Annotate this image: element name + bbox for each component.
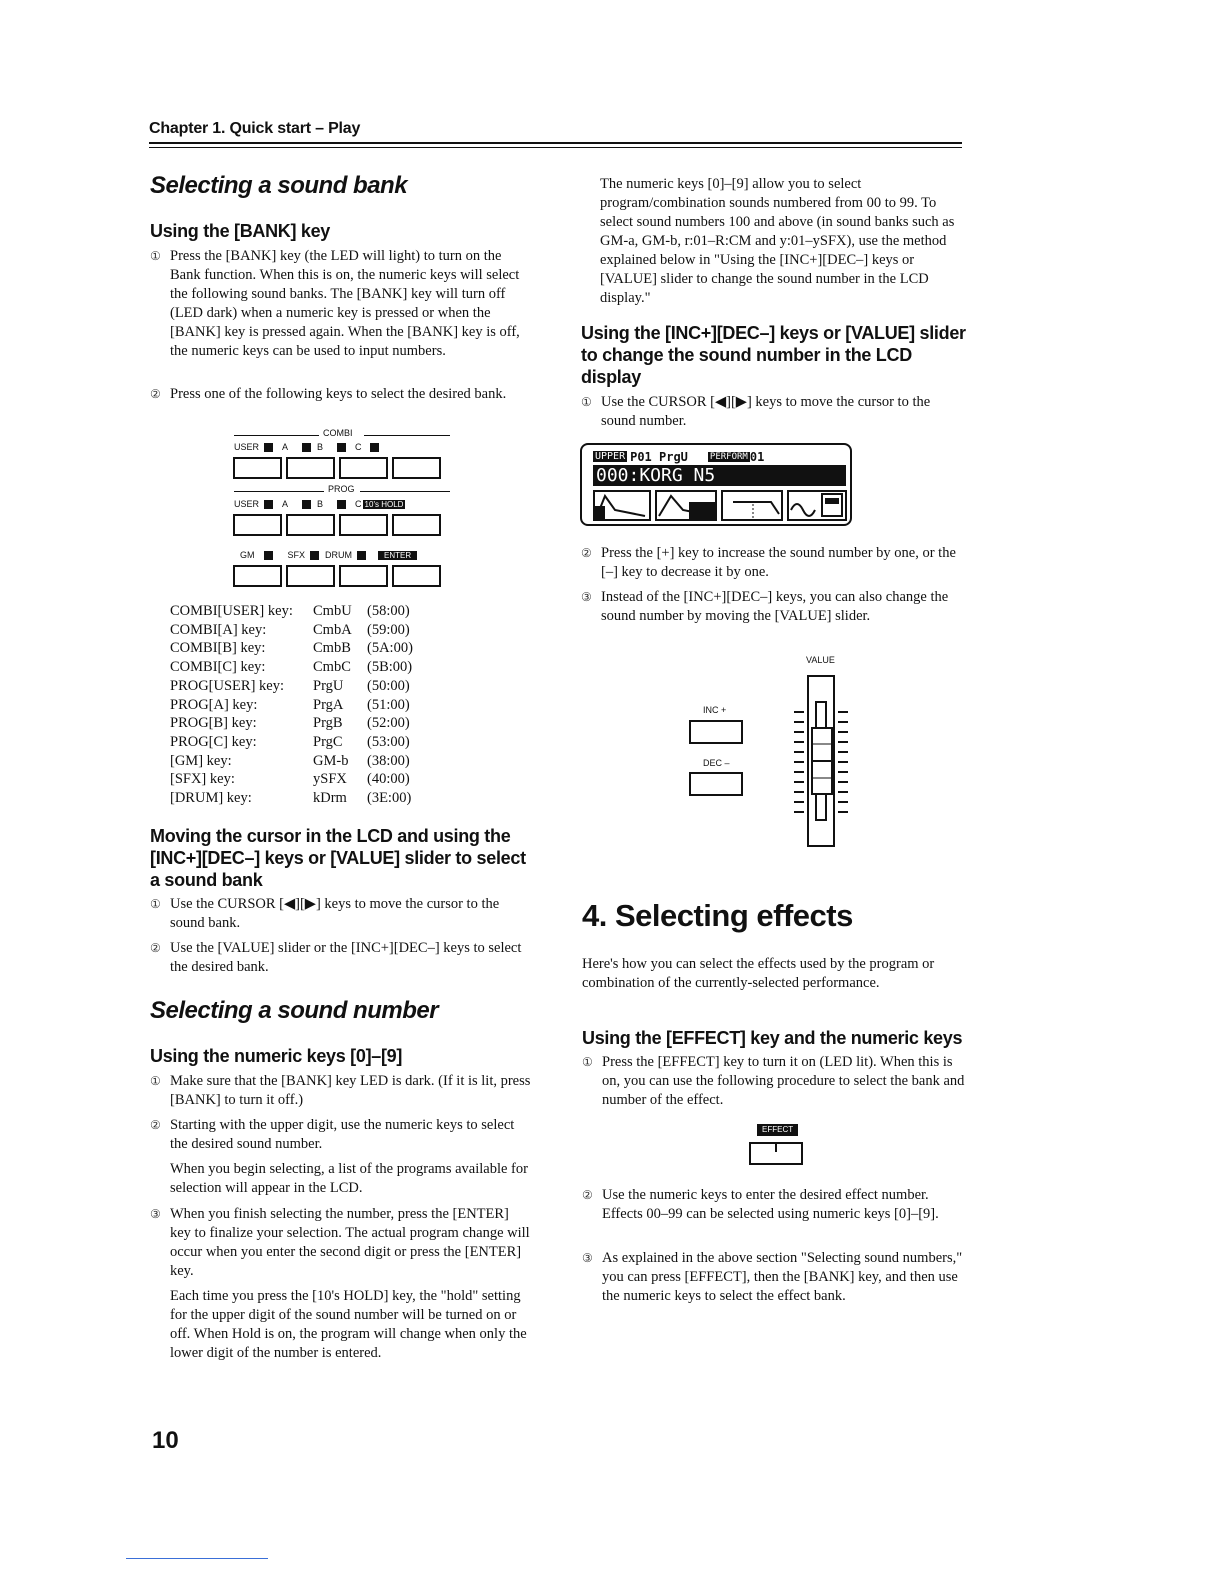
table-row: [DRUM] key: kDrm (3E:00) bbox=[170, 790, 412, 807]
combi-key-labels: USER A B C bbox=[232, 440, 452, 454]
table-row: COMBI[USER] key: CmbU (58:00) bbox=[170, 603, 410, 619]
effects-intro: Here's how you can select the effects used by the program or combination of the currently-selected performance. bbox=[582, 956, 935, 991]
section-title-effects: 4. Selecting effects bbox=[582, 898, 853, 933]
table-row: PROG[USER] key: PrgU (50:00) bbox=[170, 677, 410, 694]
lcd-step-2: ② Press the [+] key to increase the sound number by one, or the [–] key to decrease it by one. bbox=[581, 545, 956, 580]
drum-key[interactable] bbox=[339, 565, 388, 587]
table-row: COMBI[C] key: CmbC (5B:00) bbox=[170, 659, 413, 676]
bank-key-table bbox=[170, 602, 447, 808]
prog-a-key[interactable] bbox=[286, 514, 335, 536]
table-row: PROG[B] key: PrgB (52:00) bbox=[170, 715, 410, 732]
sfx-key[interactable] bbox=[286, 565, 335, 587]
inc-label: INC + bbox=[703, 705, 727, 715]
bank-step-1: ① Press the [BANK] key (the LED will light) to turn on the Bank function. When this is on, the numeric keys will select the following sound banks. The [BANK] key will turn off (LED dark) when a numeric key is pressed or when the [BANK] key is pressed again. When the [BANK] key is off, the numeric keys can be used to input numbers. bbox=[150, 248, 520, 359]
combi-user-key[interactable] bbox=[233, 457, 282, 479]
table-row: PROG[C] key: PrgC (53:00) bbox=[170, 733, 410, 750]
led-icon bbox=[302, 500, 311, 509]
inc-button[interactable] bbox=[689, 720, 743, 744]
prog-c-key[interactable] bbox=[392, 514, 441, 536]
effect-key-label: EFFECT bbox=[757, 1124, 798, 1136]
table-row: COMBI[A] key: CmbA (59:00) bbox=[170, 621, 410, 638]
bank-keys-diagram bbox=[232, 428, 452, 587]
section-title-sound-number: Selecting a sound number bbox=[150, 997, 439, 1024]
page-number: 10 bbox=[152, 1427, 179, 1454]
subsection-numeric-keys: Using the numeric keys [0]–[9] bbox=[150, 1046, 403, 1066]
led-icon bbox=[264, 500, 273, 509]
combi-label: COMBI bbox=[323, 428, 353, 438]
intro-paragraph: The numeric keys [0]–[9] allow you to select program/combination sounds numbered from 00 to 99. To select sound numbers 100 and above (in sound banks such as GM-a, GM-b, r:01–R:CM and y:01–ySFX), use the method explained below in "Using the [INC+][DEC–] keys or [VALUE] slider to change the sound number in the LCD display." bbox=[600, 176, 955, 306]
number-step-3: ③ When you finish selecting the number, press the [ENTER] key to finalize your selection. The actual program change will occur when you enter the second digit or press the [ENTER] key. bbox=[150, 1206, 530, 1279]
combi-a-key[interactable] bbox=[286, 457, 335, 479]
bank-step-2: ② Press one of the following keys to select the desired bank. bbox=[150, 386, 507, 402]
table-row: COMBI[B] key: CmbB (5A:00) bbox=[170, 640, 413, 657]
prog-label: PROG bbox=[328, 484, 355, 494]
effect-button[interactable] bbox=[749, 1142, 803, 1165]
lcd-main-line: 000:KORG N5 bbox=[593, 465, 846, 486]
number-step-2-note: When you begin selecting, a list of the programs available for selection will appear in the LCD. bbox=[170, 1161, 528, 1196]
led-icon bbox=[264, 551, 273, 560]
subsection-bank-key: Using the [BANK] key bbox=[150, 221, 331, 241]
led-icon bbox=[310, 551, 319, 560]
combi-c-key[interactable] bbox=[392, 457, 441, 479]
gm-key[interactable] bbox=[233, 565, 282, 587]
subsection-effect-key: Using the [EFFECT] key and the numeric keys bbox=[582, 1028, 963, 1048]
led-icon bbox=[337, 500, 346, 509]
table-row: PROG[A] key: PrgA (51:00) bbox=[170, 696, 410, 713]
number-step-1: ① Make sure that the [BANK] key LED is dark. (If it is lit, press [BANK] to turn it off.) bbox=[150, 1073, 531, 1108]
lcd-upper-text: P01 PrgU bbox=[630, 449, 688, 464]
cursor-step-1: ① Use the CURSOR [◀][▶] keys to move the cursor to the sound bank. bbox=[150, 896, 500, 931]
gm-keys bbox=[233, 565, 452, 587]
step-marker: ① bbox=[150, 249, 161, 263]
subsection-cursor-bank: Moving the cursor in the LCD and using the [INC+][DEC–] keys or [VALUE] slider to select a sound bank bbox=[150, 826, 526, 890]
lcd-upper-tag: UPPER bbox=[595, 451, 626, 462]
effect-key-mark bbox=[775, 1144, 777, 1152]
led-icon bbox=[370, 443, 379, 452]
section-title-sound-bank: Selecting a sound bank bbox=[150, 172, 408, 199]
dec-label: DEC – bbox=[703, 758, 730, 768]
lcd-display bbox=[580, 443, 852, 526]
dec-button[interactable] bbox=[689, 772, 743, 796]
lcd-step-1: ① Use the CURSOR [◀][▶] keys to move the cursor to the sound number. bbox=[581, 394, 931, 429]
step-marker: ② bbox=[150, 387, 161, 401]
combi-keys bbox=[233, 457, 452, 479]
prog-user-key[interactable] bbox=[233, 514, 282, 536]
value-slider[interactable] bbox=[786, 672, 852, 850]
prog-key-labels: USER A B C 10's HOLD bbox=[234, 499, 404, 509]
led-icon bbox=[302, 443, 311, 452]
subsection-inc-dec: Using the [INC+][DEC–] keys or [VALUE] slider to change the sound number in the LCD display bbox=[581, 323, 966, 387]
prog-keys bbox=[233, 514, 452, 536]
effect-step-1: ① Press the [EFFECT] key to turn it on (LED lit). When this is on, you can use the following procedure to select the bank and number of the effect. bbox=[582, 1054, 965, 1108]
table-row: [SFX] key: ySFX (40:00) bbox=[170, 771, 410, 788]
lcd-envelope-icons bbox=[593, 490, 849, 522]
led-icon bbox=[357, 551, 366, 560]
combi-b-key[interactable] bbox=[339, 457, 388, 479]
chapter-header: Chapter 1. Quick start – Play bbox=[149, 120, 361, 137]
tens-hold-label: 10's HOLD bbox=[364, 499, 404, 509]
gm-key-labels: GM SFX DRUM ENTER bbox=[232, 548, 452, 562]
lcd-step-3: ③ Instead of the [INC+][DEC–] keys, you can also change the sound number by moving the [VALUE] slider. bbox=[581, 589, 949, 624]
enter-label: ENTER bbox=[378, 551, 417, 560]
cursor-step-2: ② Use the [VALUE] slider or the [INC+][DEC–] keys to select the desired bank. bbox=[150, 940, 522, 975]
prog-b-key[interactable] bbox=[339, 514, 388, 536]
header-rule bbox=[149, 142, 962, 144]
effect-step-2: ② Use the numeric keys to enter the desired effect number. Effects 00–99 can be selected using numeric keys [0]–[9]. bbox=[582, 1187, 939, 1222]
enter-key[interactable] bbox=[392, 565, 441, 587]
footer-line bbox=[126, 1558, 268, 1559]
number-step-3-note: Each time you press the [10's HOLD] key, the "hold" setting for the upper digit of the sound number will be turned on or off. When Hold is on, the program will change when only the lower digit of the number is entered. bbox=[170, 1288, 527, 1361]
lcd-perform-num: 01 bbox=[749, 449, 765, 464]
led-icon bbox=[337, 443, 346, 452]
value-label: VALUE bbox=[806, 655, 835, 665]
led-icon bbox=[264, 443, 273, 452]
lcd-perform-tag: PERFORM bbox=[709, 451, 748, 462]
number-step-2: ② Starting with the upper digit, use the numeric keys to select the desired sound number. bbox=[150, 1117, 515, 1152]
header-rule-thin bbox=[149, 147, 962, 148]
table-row: [GM] key: GM-b (38:00) bbox=[170, 752, 410, 769]
effect-step-3: ③ As explained in the above section "Selecting sound numbers," you can press [EFFECT], then the [BANK] key, and then use the numeric keys to select the effect bank. bbox=[582, 1250, 963, 1304]
